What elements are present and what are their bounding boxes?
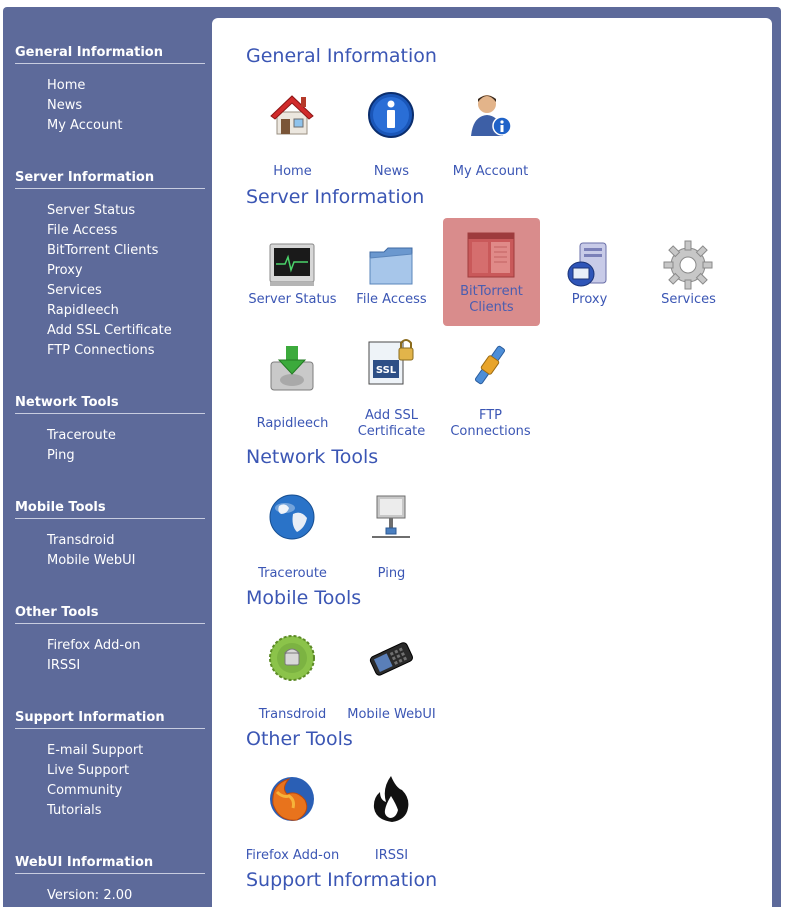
- connector-icon: [465, 340, 515, 390]
- tile-label: Firefox Add-on: [245, 848, 340, 863]
- sidebar-heading: WebUI Information: [15, 855, 205, 874]
- tile-label: Server Status: [248, 292, 337, 307]
- section-heading-general: General Information: [246, 45, 437, 67]
- sidebar-item-firefox-addon[interactable]: Firefox Add-on: [47, 638, 141, 653]
- tile-rapidleech[interactable]: [244, 334, 341, 442]
- tile-label: Rapidleech: [256, 416, 329, 431]
- tile-label-line-1: Add SSL: [364, 408, 419, 423]
- sidebar-item-live-support[interactable]: Live Support: [47, 763, 130, 778]
- sidebar-item-rapidleech[interactable]: Rapidleech: [47, 303, 119, 318]
- firefox-icon: [267, 774, 317, 824]
- network-computer-icon: [366, 492, 416, 542]
- section-heading-server: Server Information: [246, 186, 425, 208]
- sidebar-item-irssi[interactable]: IRSSI: [47, 658, 81, 673]
- mobile-device-icon: [366, 633, 416, 683]
- tile-services[interactable]: [640, 218, 737, 326]
- sidebar-item-services[interactable]: Services: [47, 283, 102, 298]
- sidebar-item-server-status[interactable]: Server Status: [47, 203, 136, 218]
- tile-label: Ping: [377, 566, 406, 581]
- sidebar-heading: Network Tools: [15, 395, 205, 414]
- download-drive-icon: [267, 344, 317, 394]
- sidebar-section-general: [15, 45, 205, 133]
- tile-label: File Access: [356, 292, 427, 307]
- sidebar-item-home[interactable]: Home: [47, 78, 86, 93]
- sidebar-heading: General Information: [15, 45, 205, 64]
- tile-label-line-2: Certificate: [357, 424, 426, 439]
- tile-label: Traceroute: [258, 566, 327, 581]
- sidebar-item-bittorrent-clients[interactable]: BitTorrent Clients: [47, 243, 159, 258]
- sidebar-item-email-support[interactable]: E-mail Support: [47, 743, 144, 758]
- webui-version: Version: 2.00: [47, 888, 133, 903]
- tile-label-line-1: FTP: [478, 408, 503, 423]
- sidebar-item-tutorials[interactable]: Tutorials: [47, 803, 102, 818]
- tile-ftp-connections[interactable]: [442, 334, 539, 442]
- sidebar-heading: Server Information: [15, 170, 205, 189]
- sidebar-section-network: [15, 395, 205, 463]
- tile-home[interactable]: [244, 82, 341, 190]
- sidebar-section-support: [15, 710, 205, 818]
- proxy-server-icon: [564, 240, 614, 290]
- tile-label: Transdroid: [258, 707, 327, 722]
- tile-label: News: [373, 164, 410, 179]
- window-icon: [466, 230, 516, 280]
- tile-ping[interactable]: [343, 484, 440, 592]
- tile-label-line-2: Clients: [469, 300, 514, 315]
- tile-label: IRSSI: [374, 848, 409, 863]
- sidebar-item-proxy[interactable]: Proxy: [47, 263, 83, 278]
- svg-text:SSL: SSL: [375, 365, 397, 376]
- tile-transdroid[interactable]: [244, 625, 341, 733]
- sidebar-item-mobile-webui[interactable]: Mobile WebUI: [47, 553, 136, 568]
- tile-label: My Account: [452, 164, 529, 179]
- tile-traceroute[interactable]: [244, 484, 341, 592]
- sidebar-section-webui: [15, 855, 205, 903]
- sidebar-section-server: [15, 170, 205, 358]
- main-panel: [212, 18, 772, 918]
- tile-label-line-2: Connections: [450, 424, 531, 439]
- tile-add-ssl-certificate[interactable]: [343, 334, 440, 442]
- sidebar-item-file-access[interactable]: File Access: [47, 223, 118, 238]
- section-heading-mobile: Mobile Tools: [246, 587, 362, 609]
- tile-irssi[interactable]: [343, 766, 440, 874]
- flame-icon: [366, 774, 416, 824]
- tile-label: Services: [661, 292, 716, 307]
- sidebar-item-ping[interactable]: Ping: [47, 448, 75, 463]
- tile-bittorrent-clients[interactable]: [443, 218, 540, 326]
- sidebar-item-my-account[interactable]: My Account: [47, 118, 123, 133]
- monitor-icon: [267, 240, 317, 290]
- section-heading-other: Other Tools: [246, 728, 353, 750]
- tile-news[interactable]: [343, 82, 440, 190]
- sidebar-section-mobile: [15, 500, 205, 568]
- gear-icon: [663, 240, 713, 290]
- tile-my-account[interactable]: [442, 82, 539, 190]
- sidebar-heading: Mobile Tools: [15, 500, 205, 519]
- tile-proxy[interactable]: [541, 218, 638, 326]
- home-icon: [267, 90, 317, 140]
- tile-label: Home: [273, 164, 312, 179]
- sidebar-heading: Support Information: [15, 710, 205, 729]
- user-icon: [465, 90, 515, 140]
- globe-icon: [267, 492, 317, 542]
- section-heading-network: Network Tools: [246, 446, 379, 468]
- sidebar-item-add-ssl-certificate[interactable]: Add SSL Certificate: [47, 323, 172, 338]
- section-heading-support: Support Information: [246, 869, 438, 891]
- info-icon: [366, 90, 416, 140]
- ssl-lock-icon: [366, 336, 416, 386]
- sidebar-item-transdroid[interactable]: Transdroid: [47, 533, 115, 548]
- folder-icon: [366, 240, 416, 290]
- tile-file-access[interactable]: [343, 218, 440, 326]
- tile-label: Mobile WebUI: [347, 707, 436, 722]
- tile-label: Proxy: [571, 292, 608, 307]
- sidebar-item-ftp-connections[interactable]: FTP Connections: [47, 343, 155, 358]
- tile-firefox-addon[interactable]: [244, 766, 341, 874]
- tile-server-status[interactable]: [244, 218, 341, 326]
- sidebar-heading: Other Tools: [15, 605, 205, 624]
- sidebar-section-other: [15, 605, 205, 673]
- tile-label-line-1: BitTorrent: [460, 284, 523, 299]
- sidebar-item-news[interactable]: News: [47, 98, 83, 113]
- tile-mobile-webui[interactable]: [343, 625, 440, 733]
- sidebar-item-traceroute[interactable]: Traceroute: [47, 428, 116, 443]
- sidebar-item-community[interactable]: Community: [47, 783, 123, 798]
- android-badge-icon: [267, 633, 317, 683]
